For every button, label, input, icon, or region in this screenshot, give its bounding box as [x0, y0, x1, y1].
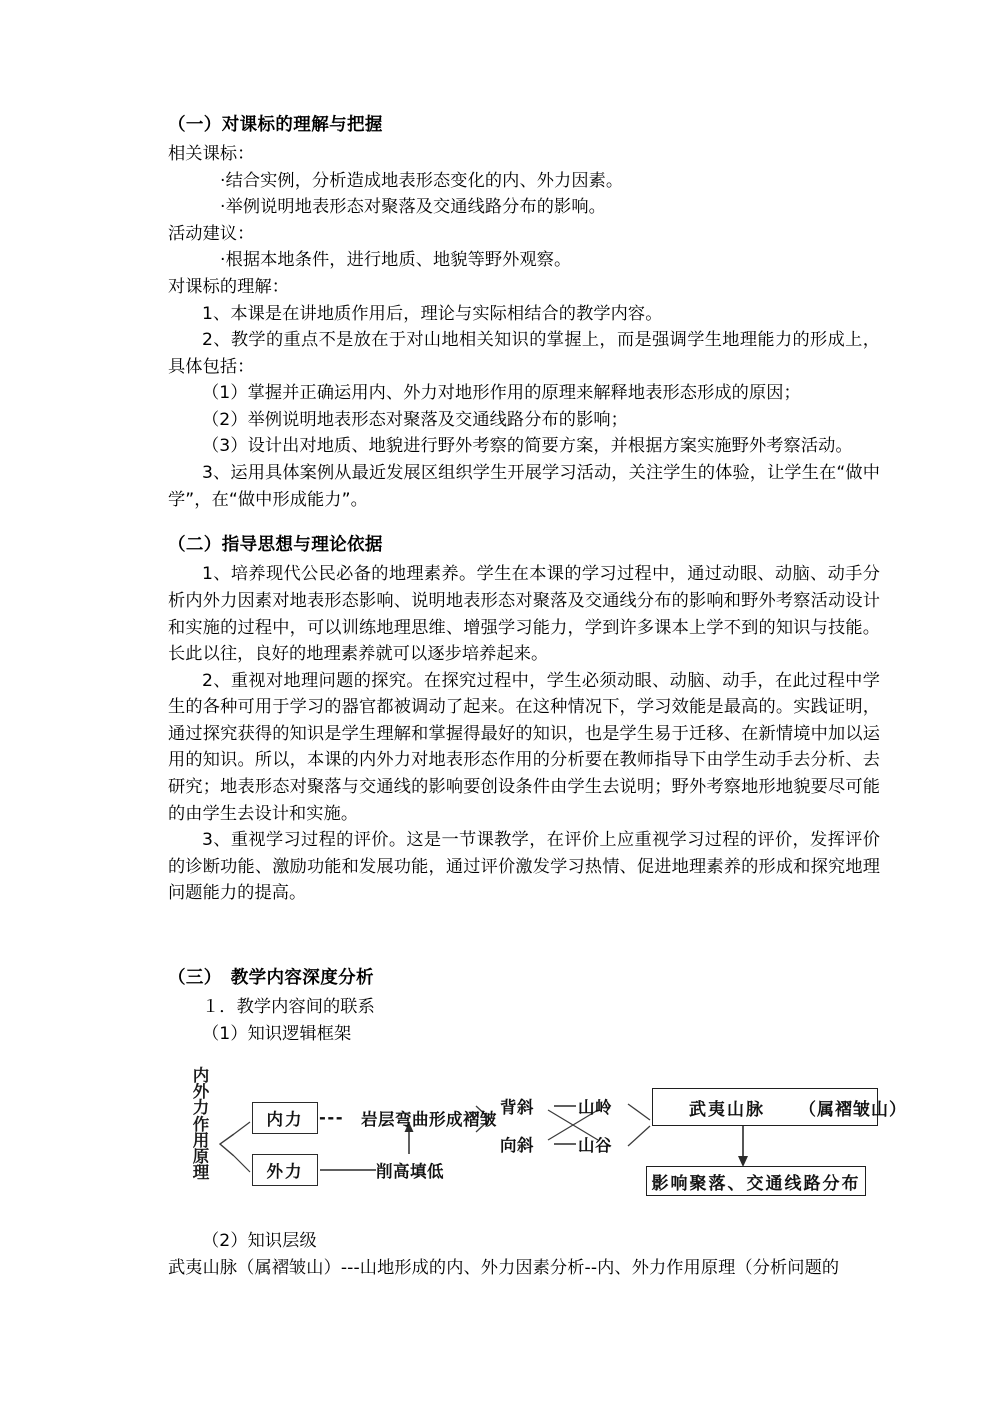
section-title-1: 对课标的理解与把握: [221, 115, 383, 135]
node-valley: 山谷: [578, 1136, 612, 1155]
paragraph: 相关课标：: [168, 144, 255, 165]
paragraph: 1、培养现代公民必备的地理素养。学生在本课的学习过程中，通过动眼、动脑、动手分析内外力因素对地表形态影响、说明地表形态对聚落及交通线分布的影响和野外考察活动设计和实施的过程中，可以训练地理思维、增强学习能力，学到许多课本上学不到的知识与技能。长此以往，良好的地理素养就可以逐步培养起来。: [168, 564, 880, 665]
paragraph: （1）知识逻辑框架: [202, 1023, 352, 1044]
paragraph: ·举例说明地表形态对聚落及交通线路分布的影响。: [220, 197, 606, 218]
diagram-vertical-label: [190, 1068, 212, 1181]
paragraph: 对课标的理解：: [168, 277, 290, 298]
node-syncline: 向斜: [500, 1136, 534, 1155]
knowledge-logic-diagram: [180, 1062, 907, 1202]
paragraph: （2）举例说明地表形态对聚落及交通线路分布的影响；: [202, 409, 628, 430]
mountain-range-label: 武夷山脉: [689, 1099, 765, 1120]
paragraph: 3、运用具体案例从最近发展区组织学生开展学习活动，关注学生的体验，让学生在“做中学”，在“做中形成能力”。: [168, 463, 880, 510]
paragraph: ·根据本地条件，进行地质、地貌等野外观察。: [220, 250, 572, 271]
node-impact-box: 影响聚落、交通线路分布: [646, 1166, 866, 1196]
brace-left-icon: [220, 1134, 234, 1156]
paragraph: （1）掌握并正确运用内、外力对地形作用的原理来解释地表形态形成的原因；: [202, 383, 801, 404]
vertical-char: 作: [192, 1114, 210, 1134]
converge-lower-line: [628, 1126, 650, 1146]
document-content: [168, 112, 880, 1047]
node-internal-force: 内力: [252, 1102, 318, 1134]
spacer: [168, 513, 880, 532]
section-title-2: 指导思想与理论依据: [221, 535, 383, 556]
vertical-char: 内: [192, 1066, 210, 1085]
vertical-char: 理: [192, 1163, 210, 1183]
section-heading-3: [168, 965, 880, 992]
mountain-type-label: （属褶皱山）: [799, 1099, 907, 1120]
spacer: [168, 907, 880, 965]
brace-lower-arm: [234, 1156, 250, 1172]
section-number-3: （三）: [168, 967, 222, 988]
node-ridge: 山岭: [578, 1098, 612, 1117]
paragraph: （2）知识层级: [202, 1231, 317, 1251]
node-anticline: 背斜: [500, 1098, 534, 1117]
brace-upper-arm: [234, 1122, 250, 1134]
node-external-force: 外力: [252, 1154, 318, 1186]
paragraph: 活动建议：: [168, 223, 255, 244]
paragraph: ·结合实例，分析造成地表形态变化的内、外力因素。: [220, 170, 624, 191]
section-number-2: （二）: [168, 535, 222, 556]
paragraph: 2、重视对地理问题的探究。在探究过程中，学生必须动眼、动脑、动手，在此过程中学生的各种可用于学习的器官都被调动了起来。在这种情况下，学习效能是最高的。实践证明，通过探究获得的知识是学生理解和掌握得最好的知识，也是学生易于迁移、在新情境中加以运用的知识。所以，本课的内外力对地表形态作用的分析要在教师指导下由学生动手去分析、去研究；地表形态对聚落与交通线的影响要创设条件由学生去说明；野外考察地形地貌要尽可能的由学生去设计和实施。: [168, 670, 880, 824]
vertical-char: 力: [192, 1098, 210, 1118]
paragraph: 武夷山脉（属褶皱山）---山地形成的内、外力因素分析--内、外力作用原理（分析问题的: [168, 1257, 840, 1278]
section-heading-2: [168, 532, 880, 559]
paragraph: （3）设计出对地质、地貌进行野外考察的简要方案，并根据方案实施野外考察活动。: [202, 436, 853, 457]
section-title-3: 教学内容深度分析: [230, 967, 374, 988]
dash-connector-internal: ---: [319, 1108, 345, 1127]
vertical-char: 外: [192, 1082, 210, 1102]
paragraph: 3、重视学习过程的评价。这是一节课教学，在评价上应重视学习过程的评价，发挥评价的诊断功能、激励功能和发展功能，通过评价激发学习热情、促进地理素养的形成和探究地理问题能力的提高。: [168, 830, 880, 904]
converge-upper-line: [628, 1104, 650, 1120]
document-content-after-diagram: [168, 1228, 880, 1281]
vertical-char: 用: [192, 1130, 210, 1150]
paragraph: 1、本课是在讲地质作用后，理论与实际相结合的教学内容。: [202, 303, 663, 324]
section-heading-1: [168, 112, 880, 139]
node-fold-formation: 岩层弯曲形成褶皱: [361, 1110, 497, 1129]
paragraph: 2、教学的重点不是放在于对山地相关知识的掌握上，而是强调学生地理能力的形成上，具体包括：: [168, 330, 880, 377]
section-number-1: （一）: [168, 115, 222, 135]
node-erosion-fill: 削高填低: [376, 1162, 444, 1181]
node-mountain-range-box: [652, 1088, 907, 1126]
paragraph: １．教学内容间的联系: [202, 996, 375, 1017]
vertical-char: 原: [192, 1147, 210, 1167]
